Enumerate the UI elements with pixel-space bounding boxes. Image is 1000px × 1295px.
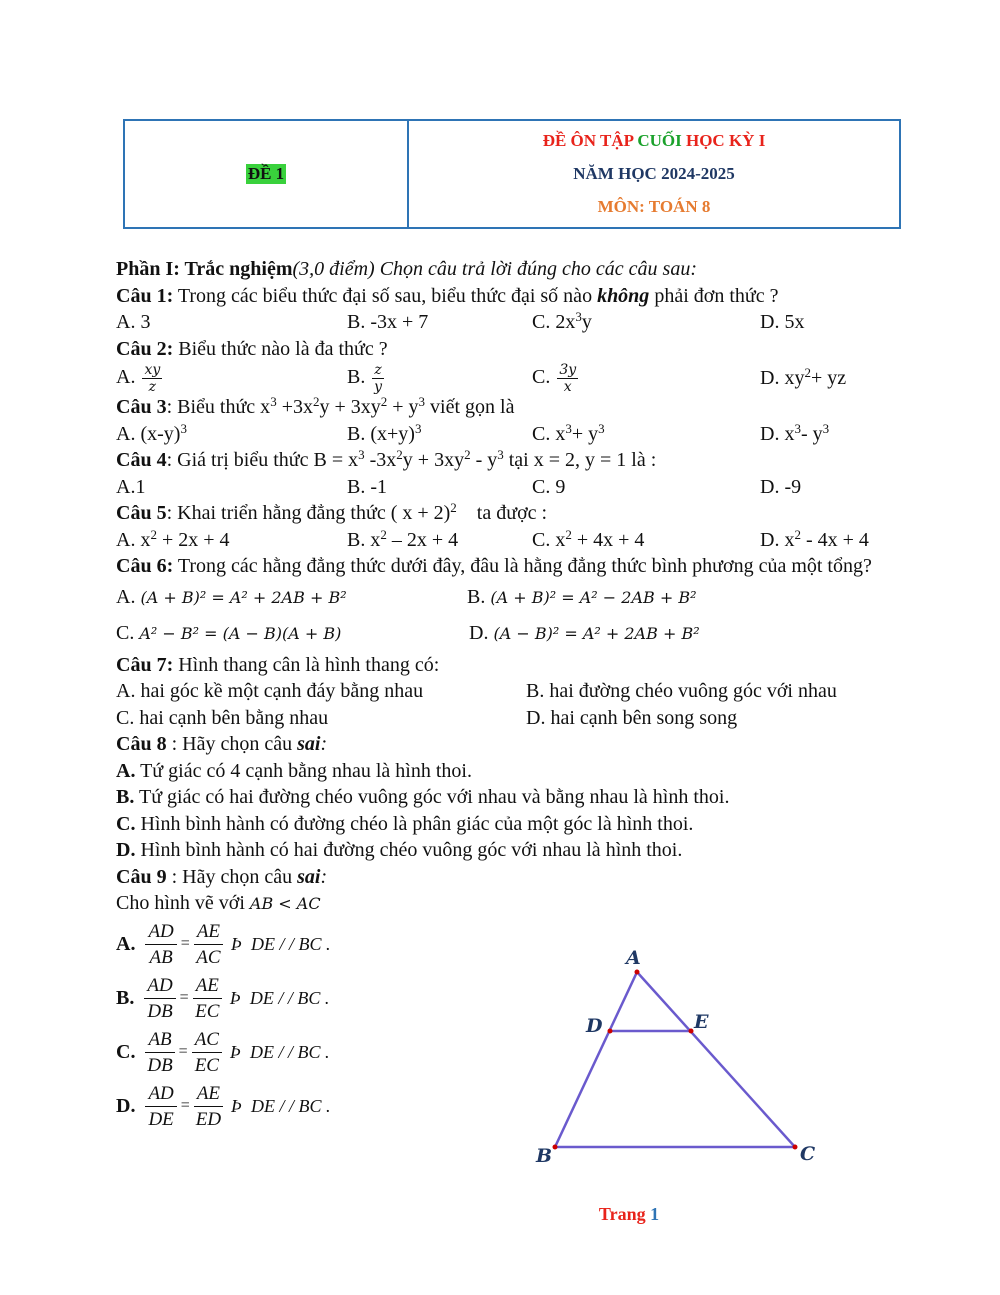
q1-option-a: A. 3 xyxy=(116,311,151,333)
subject: MÔN: TOÁN 8 xyxy=(597,196,711,216)
q2-options xyxy=(116,362,916,394)
q4-option-d: D. -9 xyxy=(760,475,802,498)
q6-option-a: A. (A + B)² = A² + 2AB + B² xyxy=(116,585,347,608)
q8-option-c: C. Hình bình hành có đường chéo là phân giác của một góc là hình thoi. xyxy=(116,812,694,835)
q6-stem: Câu 6: Trong các hằng đẳng thức dưới đây, đâu là hằng đẳng thức bình phương của một tổng? xyxy=(116,555,872,577)
q6-options-row1 xyxy=(116,580,916,616)
q6-option-c: C. A² − B² = (A − B)(A + B) xyxy=(116,621,342,644)
q8-option-d: D. Hình bình hành có hai đường chéo vuông góc với nhau là hình thoi. xyxy=(116,839,683,861)
point-c xyxy=(793,1145,798,1150)
q9-option-a: A. $\frac{AD}{AB}$ = $\frac{AE}{AC}$ Þ DE / / BC . xyxy=(116,921,331,968)
q4-option-a: A.1 xyxy=(116,475,146,498)
q6-options-row2 xyxy=(116,616,916,652)
label-d: D xyxy=(586,1015,603,1037)
q9-stem: Câu 9 : Hãy chọn câu sai: xyxy=(116,865,328,888)
q5-stem: Câu 5: Khai triển hằng đẳng thức ( x + 2)$^2$ ta được : xyxy=(116,500,548,524)
q7-options-row1 xyxy=(116,678,916,705)
q7-option-c: C. hai cạnh bên bằng nhau xyxy=(116,706,329,729)
q4-stem: Câu 4: Giá trị biểu thức $B = x^3$ $-3x^2y + 3xy^2 - y^3$ tại x = 2, y = 1 là : xyxy=(116,447,657,471)
q7-options-row2 xyxy=(116,705,916,732)
q2-stem: Câu 2: Biểu thức nào là đa thức ? xyxy=(116,337,388,360)
point-b xyxy=(553,1145,558,1150)
point-a xyxy=(635,970,640,975)
label-b: B xyxy=(536,1145,553,1167)
q6-option-b: B. (A + B)² = A² − 2AB + B² xyxy=(467,585,697,608)
q7-option-d: D. hai cạnh bên song song xyxy=(526,706,738,729)
q2-option-a: A. $\frac{xy}{z}$ xyxy=(116,361,161,395)
q8-option-b: B. Tứ giác có hai đường chéo vuông góc với nhau và bằng nhau là hình thoi. xyxy=(116,786,730,808)
q3-option-d: D. $x^3-$ $y^3$ xyxy=(760,420,830,445)
q5-option-c: C. $x^2 + 4x + 4$ xyxy=(532,526,645,551)
q3-option-a: A. $(x-y)^3$ xyxy=(116,420,187,445)
point-e xyxy=(689,1029,694,1034)
header-table xyxy=(123,119,901,229)
q6-option-d: D. (A − B)² = A² + 2AB + B² xyxy=(469,621,700,644)
q4-options xyxy=(116,474,916,501)
segment-ac xyxy=(637,972,795,1147)
q7-option-b: B. hai đường chéo vuông góc với nhau xyxy=(526,680,837,702)
page-footer: Trang 1 xyxy=(598,1204,660,1224)
label-c: C xyxy=(800,1143,816,1165)
q7-option-a: A. hai góc kề một cạnh đáy bằng nhau xyxy=(116,680,424,702)
q9-intro: Cho hình vẽ với AB < AC xyxy=(116,892,321,914)
header-right-cell xyxy=(409,121,899,227)
q9-option-b: B. $\frac{AD}{DB}$ = $\frac{AE}{EC}$ Þ DE / / BC . xyxy=(116,975,330,1022)
q3-stem: Câu 3: Biểu thức $x^3 +3x^2y + 3xy^2 + y^3$ viết gọn là xyxy=(116,394,515,418)
q2-option-b: B. $\frac{z}{y}$ xyxy=(347,361,382,395)
exam-number: ĐỀ 1 xyxy=(247,164,285,183)
school-year: NĂM HỌC 2024-2025 xyxy=(573,163,735,183)
q5-option-d: D. $x^2 - 4x + 4$ xyxy=(760,526,869,551)
q5-options xyxy=(116,527,916,554)
q9-option-d: D. $\frac{AD}{DE}$ = $\frac{AE}{ED}$ Þ DE / / BC . xyxy=(116,1083,331,1130)
q2-option-c: C. $\frac{3y}{x}$ xyxy=(532,361,577,395)
exam-title: ĐỀ ÔN TẬP CUỐI HỌC KỲ I xyxy=(542,131,766,151)
triangle-figure xyxy=(530,942,830,1172)
q1-stem: Câu 1: Trong các biểu thức đại số sau, biểu thức đại số nào không phải đơn thức ? xyxy=(116,284,779,307)
q4-option-c: C. 9 xyxy=(532,475,566,498)
q4-option-b: B. -1 xyxy=(347,475,387,498)
q1-option-d: D. 5x xyxy=(760,311,805,333)
q1-option-c: C. $2x^3y$ xyxy=(532,309,592,333)
q8-stem: Câu 8 : Hãy chọn câu sai: xyxy=(116,733,328,755)
q7-stem: Câu 7: Hình thang cân là hình thang có: xyxy=(116,653,440,676)
q3-option-b: B. $(x+y)^3$ xyxy=(347,420,422,445)
label-e: E xyxy=(694,1011,709,1033)
q1-options xyxy=(116,309,916,336)
q2-option-d: D. $xy^2+$ yz xyxy=(760,364,847,389)
label-a: A xyxy=(626,947,641,969)
segment-ab xyxy=(555,972,637,1147)
q3-options xyxy=(116,421,916,448)
q1-option-b: B. -3x + 7 xyxy=(347,311,429,333)
part1-heading: Phần I: Trắc nghiệm(3,0 điểm) Chọn câu trả lời đúng cho các câu sau: xyxy=(116,258,697,280)
q8-option-a: A. Tứ giác có 4 cạnh bằng nhau là hình thoi. xyxy=(116,759,472,782)
point-d xyxy=(608,1029,613,1034)
header-left-cell xyxy=(125,121,409,227)
q3-option-c: C. $x^3+ y^3$ xyxy=(532,420,605,445)
q5-option-b: B. $x^2 - 2x + 4$ xyxy=(347,526,459,551)
q9-option-c: C. $\frac{AB}{DB}$ = $\frac{AC}{EC}$ Þ DE / / BC . xyxy=(116,1029,330,1076)
q5-option-a: A. $x^2 + 2x + 4$ xyxy=(116,526,230,551)
